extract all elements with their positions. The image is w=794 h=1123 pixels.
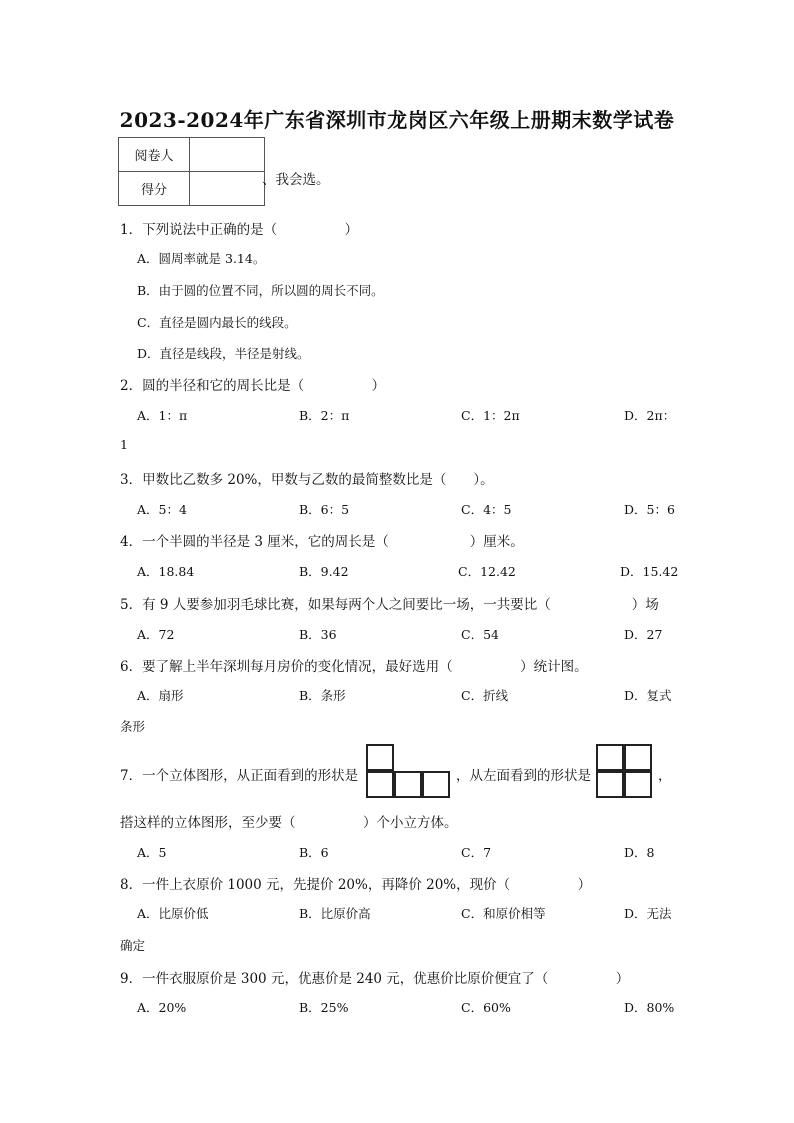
front-view-cell [422,771,450,798]
front-view-cell [366,744,394,771]
q3-option-c: C．4：5 [461,502,512,517]
q2-option-c: C．1：2π [461,408,520,423]
score-box [190,172,265,206]
grader-label: 阅卷人 [119,138,190,172]
q1-option-b: B．由于圆的位置不同，所以圆的周长不同。 [137,283,384,298]
q5-option-a: A．72 [137,627,175,642]
q5-option-c: C．54 [461,627,499,642]
question-2-stem: 2．圆的半径和它的周长比是（ ） [120,378,386,394]
q2-option-b: B．2：π [299,408,350,423]
q2-option-a: A．1：π [137,408,188,423]
front-view-cell [366,771,394,798]
left-view-cell [596,771,624,798]
question-5-stem: 5．有 9 人要参加羽毛球比赛，如果每两个人之间要比一场，一共要比（ ）场 [120,597,659,613]
score-label: 得分 [119,172,190,206]
q8-option-d: D．无法 [624,906,672,921]
q2-option-d-wrap: 1 [120,437,128,452]
question-7-stem-line2: 搭这样的立体图形，至少要（ ）个小立方体。 [120,815,458,831]
q2-option-d: D．2π： [624,408,676,423]
q4-option-b: B．9.42 [299,564,349,579]
question-9-stem: 9．一件衣服原价是 300 元，优惠价是 240 元，优惠价比原价便宜了（ ） [120,971,630,987]
front-view-cell [394,771,422,798]
question-6-stem: 6．要了解上半年深圳每月房价的变化情况，最好选用（ ）统计图。 [120,659,588,675]
q9-option-c: C．60% [461,1000,511,1015]
q5-option-b: B．36 [299,627,337,642]
question-3-stem: 3．甲数比乙数多 20%，甲数与乙数的最简整数比是（ ）。 [120,472,494,488]
question-1-stem: 1．下列说法中正确的是（ ） [120,222,359,238]
q6-option-a: A．扇形 [137,688,184,703]
grader-score-table [118,137,265,206]
q8-option-b: B．比原价高 [299,906,371,921]
section-title: 、我会选。 [262,172,330,188]
question-4-stem: 4．一个半圆的半径是 3 厘米，它的周长是（ ）厘米。 [120,534,524,550]
q9-option-d: D．80% [624,1000,675,1015]
q1-option-a: A．圆周率就是 3.14。 [137,251,266,266]
question-7-stem-part2: ，从左面看到的形状是 [456,768,591,784]
front-view-figure [366,744,454,800]
q7-option-d: D．8 [624,845,655,860]
q3-option-d: D．5：6 [624,502,675,517]
q8-option-d-wrap: 确定 [120,938,146,953]
left-view-cell [624,771,652,798]
q1-option-c: C．直径是圆内最长的线段。 [137,315,297,330]
q8-option-c: C．和原价相等 [461,906,546,921]
q3-option-a: A．5：4 [137,502,187,517]
q7-option-b: B．6 [299,845,329,860]
q3-option-b: B．6：5 [299,502,350,517]
q1-option-d: D．直径是线段，半径是射线。 [137,346,310,361]
q7-option-c: C．7 [461,845,492,860]
left-view-cell [596,744,624,771]
q5-option-d: D．27 [624,627,663,642]
page-title: 2023-2024年广东省深圳市龙岗区六年级上册期末数学试卷 [119,108,675,132]
q7-option-a: A．5 [137,845,167,860]
question-7-stem-part3: ， [658,768,672,784]
question-8-stem: 8．一件上衣原价 1000 元，先提价 20%，再降价 20%，现价（ ） [120,877,592,893]
q9-option-b: B．25% [299,1000,349,1015]
q4-option-d: D．15.42 [620,564,679,579]
q9-option-a: A．20% [137,1000,187,1015]
left-view-cell [624,744,652,771]
q6-option-d-wrap: 条形 [120,719,146,734]
q6-option-b: B．条形 [299,688,346,703]
q8-option-a: A．比原价低 [137,906,209,921]
q4-option-a: A．18.84 [137,564,195,579]
grader-box [190,138,265,172]
q6-option-c: C．折线 [461,688,509,703]
left-view-figure [596,744,656,800]
q6-option-d: D．复式 [624,688,672,703]
question-7-stem-part1: 7．一个立体图形，从正面看到的形状是 [120,768,359,784]
q4-option-c: C．12.42 [458,564,516,579]
